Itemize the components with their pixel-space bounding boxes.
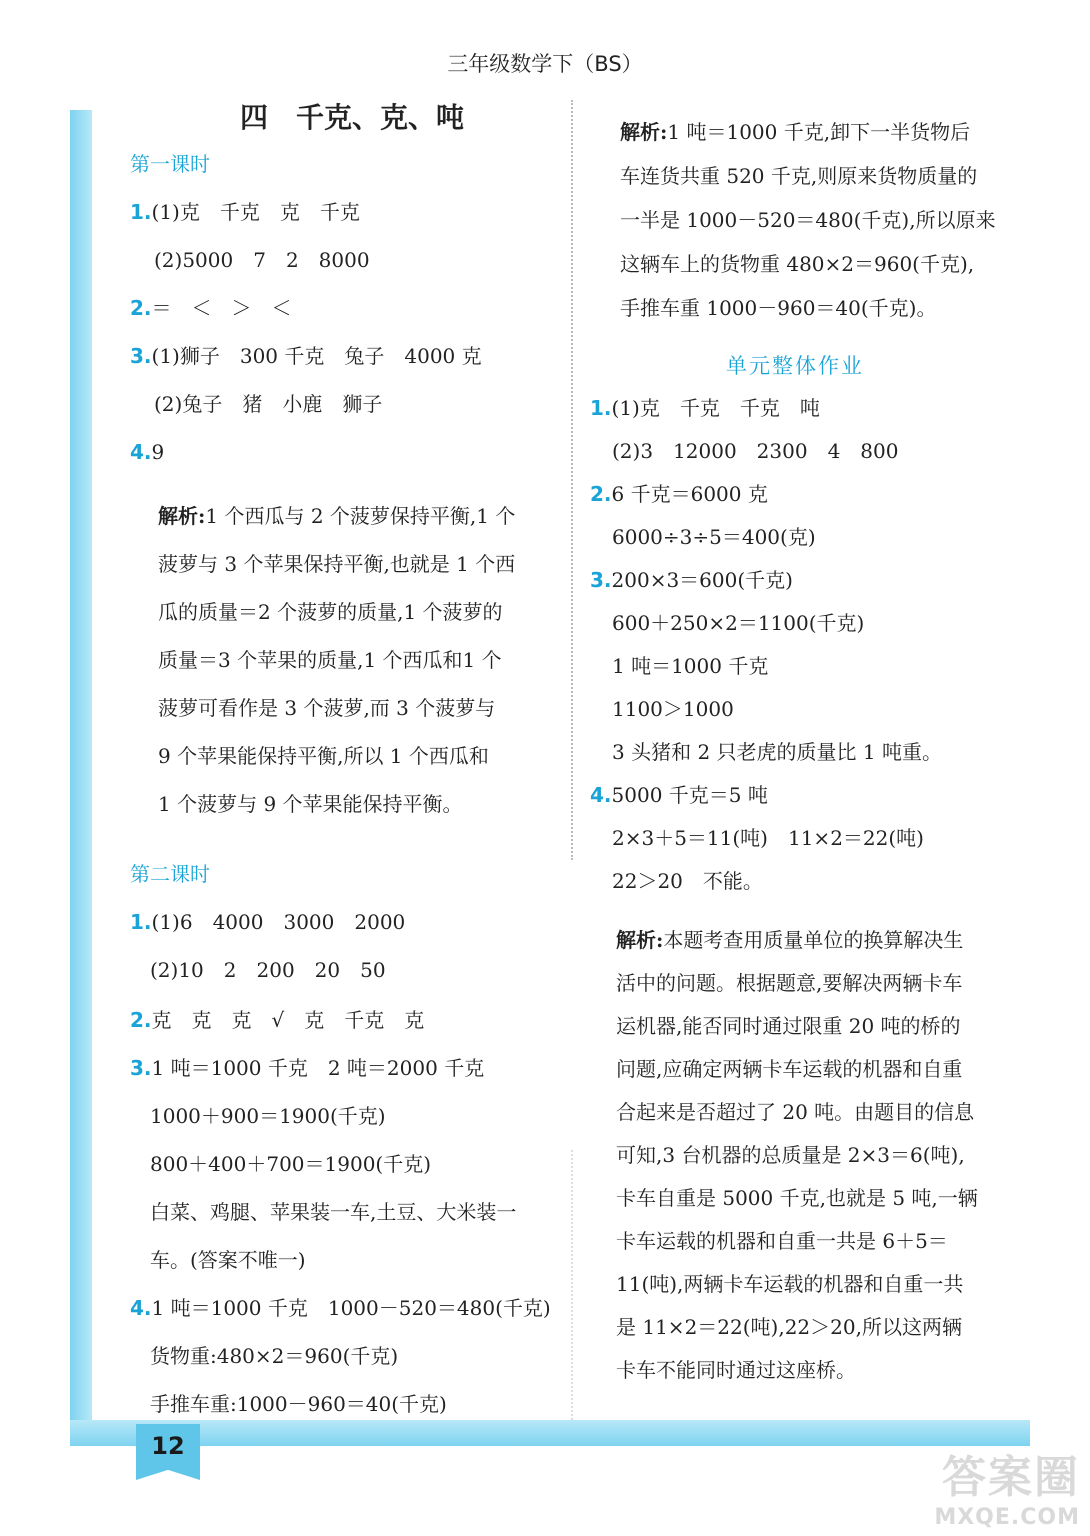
l2-q4-line: 货物重:480×2＝960(千克) <box>150 1344 399 1368</box>
r-analysis-label: 解析: <box>620 120 668 144</box>
r-analysis-line: 一半是 1000－520＝480(千克),所以原来 <box>620 208 996 232</box>
l1-analysis-label: 解析: <box>158 504 206 528</box>
u-q3-line: 3 头猪和 2 只老虎的质量比 1 吨重。 <box>612 740 942 764</box>
l1-analysis-line <box>158 502 515 530</box>
lesson1-title: 第一课时 <box>130 152 210 176</box>
u-q1-line2: (2)3 12000 2300 4 800 <box>612 439 899 463</box>
u-q4-line: 2×3＋5＝11(吨) 11×2＝22(吨) <box>612 826 924 850</box>
u-analysis-line: 可知,3 台机器的总质量是 2×3＝6(吨), <box>616 1143 965 1167</box>
page-frame-left <box>70 110 92 1440</box>
l2-q3-line: 白菜、鸡腿、苹果装一车,土豆、大米装一 <box>150 1200 517 1224</box>
r-analysis-line: 车连货共重 520 千克,则原来货物质量的 <box>620 164 978 188</box>
l1-q1-line1 <box>130 198 360 226</box>
l1-q4-number: 4. <box>130 440 152 464</box>
l2-q4-line <box>130 1294 551 1322</box>
l1-q3-text1: (1)狮子 300 千克 兔子 4000 克 <box>151 344 482 368</box>
l2-q3-number: 3. <box>130 1056 152 1080</box>
u-analysis-line: 卡车自重是 5000 千克,也就是 5 吨,一辆 <box>616 1186 978 1210</box>
l2-q2 <box>130 1006 424 1034</box>
u-q3-number: 3. <box>590 568 612 592</box>
l1-q3-line1 <box>130 342 482 370</box>
l1-q4 <box>130 438 164 466</box>
r-analysis-line: 这辆车上的货物重 480×2＝960(千克), <box>620 252 975 276</box>
l2-q1-line2: (2)10 2 200 20 50 <box>150 958 386 982</box>
l1-q2-number: 2. <box>130 296 152 320</box>
l2-q3-text: 1 吨＝1000 千克 2 吨＝2000 千克 <box>151 1056 485 1080</box>
u-q3-line: 1100＞1000 <box>612 697 734 721</box>
u-analysis-line: 运机器,能否同时通过限重 20 吨的桥的 <box>616 1014 961 1038</box>
l1-q1-text1: (1)克 千克 克 千克 <box>151 200 360 224</box>
u-analysis-line <box>616 926 963 954</box>
u-analysis-text: 本题考查用质量单位的换算解决生 <box>663 928 964 952</box>
l2-q3-line: 800＋400＋700＝1900(千克) <box>150 1152 432 1176</box>
page-frame-bottom <box>70 1420 1030 1446</box>
l2-q4-text: 1 吨＝1000 千克 1000－520＝480(千克) <box>151 1296 551 1320</box>
l2-q3-line: 车。(答案不唯一) <box>150 1248 306 1272</box>
u-analysis-line: 活中的问题。根据题意,要解决两辆卡车 <box>616 971 963 995</box>
u-q4-text: 5000 千克＝5 吨 <box>611 783 768 807</box>
u-q1-line1 <box>590 394 820 422</box>
u-q3-line: 600＋250×2＝1100(千克) <box>612 611 865 635</box>
u-q4-number: 4. <box>590 783 612 807</box>
u-analysis-label: 解析: <box>616 928 664 952</box>
l2-q2-text: 克 克 克 √ 克 千克 克 <box>151 1008 425 1032</box>
u-q3-line: 1 吨＝1000 千克 <box>612 654 769 678</box>
l1-q2 <box>130 294 292 322</box>
l1-analysis-text: 1 个西瓜与 2 个菠萝保持平衡,1 个 <box>205 504 516 528</box>
u-analysis-line: 卡车不能同时通过这座桥。 <box>616 1358 856 1382</box>
r-analysis-line <box>620 118 970 146</box>
l1-q3-number: 3. <box>130 344 152 368</box>
u-q3-text: 200×3＝600(千克) <box>611 568 793 592</box>
l2-q1-number: 1. <box>130 910 152 934</box>
watermark-text: 答案圈 <box>942 1452 1080 1503</box>
running-header: 三年级数学下（BS） <box>447 52 643 76</box>
l1-q2-text: ＝ ＜ ＞ ＜ <box>151 296 292 320</box>
l2-q4-number: 4. <box>130 1296 152 1320</box>
u-analysis-line: 是 11×2＝22(吨),22＞20,所以这两辆 <box>616 1315 962 1339</box>
u-q3-line <box>590 566 793 594</box>
l2-q1-line1 <box>130 908 405 936</box>
l2-q3-line: 1000＋900＝1900(千克) <box>150 1104 386 1128</box>
u-q2-line <box>590 480 768 508</box>
l1-analysis-line: 质量＝3 个苹果的质量,1 个西瓜和1 个 <box>158 648 502 672</box>
u-q4-line: 22＞20 不能。 <box>612 869 763 893</box>
l1-analysis-line: 瓜的质量＝2 个菠萝的质量,1 个菠萝的 <box>158 600 503 624</box>
u-q2-number: 2. <box>590 482 612 506</box>
r-analysis-text: 1 吨＝1000 千克,卸下一半货物后 <box>667 120 971 144</box>
u-analysis-line: 卡车运载的机器和自重一共是 6＋5＝ <box>616 1229 948 1253</box>
page-number: 12 <box>151 1432 185 1460</box>
r-analysis-line: 手推车重 1000－960＝40(千克)。 <box>620 296 937 320</box>
l1-q1-line2: (2)5000 7 2 8000 <box>154 248 370 272</box>
u-analysis-line: 问题,应确定两辆卡车运载的机器和自重 <box>616 1057 963 1081</box>
l1-analysis-line: 菠萝与 3 个苹果保持平衡,也就是 1 个西 <box>158 552 516 576</box>
l2-q2-number: 2. <box>130 1008 152 1032</box>
column-divider <box>571 100 573 860</box>
l1-q3-line2: (2)兔子 猪 小鹿 狮子 <box>154 392 383 416</box>
u-q2-line: 6000÷3÷5＝400(克) <box>612 525 816 549</box>
u-q1-number: 1. <box>590 396 612 420</box>
l1-analysis-line: 菠萝可看作是 3 个菠萝,而 3 个菠萝与 <box>158 696 496 720</box>
l2-q3-line <box>130 1054 484 1082</box>
u-q1-text1: (1)克 千克 千克 吨 <box>611 396 820 420</box>
lesson2-title: 第二课时 <box>130 862 210 886</box>
u-q2-text: 6 千克＝6000 克 <box>611 482 768 506</box>
chapter-title: 四 千克、克、吨 <box>240 101 465 134</box>
u-q4-line <box>590 781 768 809</box>
watermark-logo <box>934 1441 1080 1530</box>
l1-analysis-line: 1 个菠萝与 9 个苹果能保持平衡。 <box>158 792 463 816</box>
column-divider-lower <box>571 1150 573 1420</box>
u-analysis-line: 合起来是否超过了 20 吨。由题目的信息 <box>616 1100 975 1124</box>
unit-homework-title: 单元整体作业 <box>726 354 864 378</box>
l2-q4-line: 手推车重:1000－960＝40(千克) <box>150 1392 447 1416</box>
l2-q1-text1: (1)6 4000 3000 2000 <box>151 910 406 934</box>
u-analysis-line: 11(吨),两辆卡车运载的机器和自重一共 <box>616 1272 964 1296</box>
watermark-url: MXQE.COM <box>934 1505 1080 1530</box>
l1-q4-text: 9 <box>151 440 165 464</box>
l1-analysis-line: 9 个苹果能保持平衡,所以 1 个西瓜和 <box>158 744 489 768</box>
l1-q1-number: 1. <box>130 200 152 224</box>
